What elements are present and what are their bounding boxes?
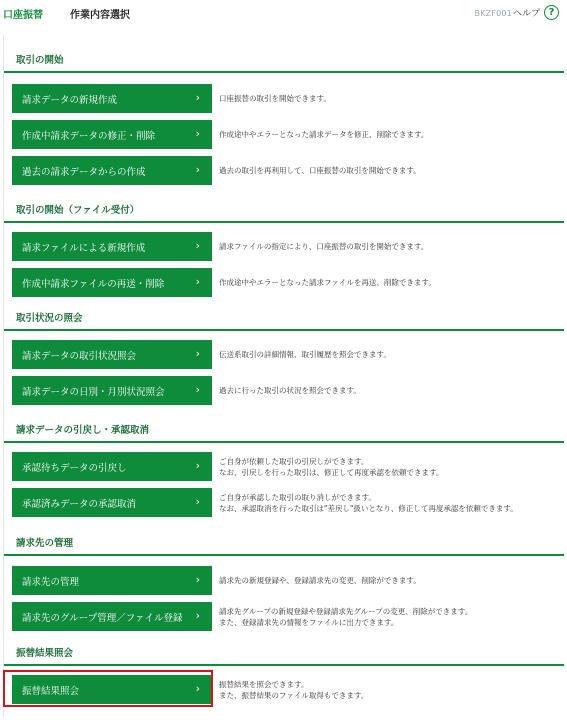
menu-row (12, 452, 559, 481)
description-line: なお、引戻しを行った取引は、修正して再度承認を依頼できます。 (219, 467, 444, 477)
button-label: 過去の請求データからの作成 (22, 166, 146, 178)
cancel-approval-button[interactable] (12, 488, 212, 517)
menu-description (219, 385, 559, 396)
chevron-right-icon: › (195, 275, 200, 288)
description-line: また、振替結果のファイル取得もできます。 (219, 690, 369, 700)
menu-description (219, 606, 559, 628)
button-label: 請求データの日別・月別状況照会 (22, 386, 165, 398)
chevron-right-icon: › (195, 383, 200, 396)
description-line: また、登録請求先の情報をファイルに出力できます。 (219, 617, 399, 627)
chevron-right-icon: › (195, 682, 200, 695)
menu-description (219, 456, 559, 478)
create-from-past-button[interactable] (12, 156, 212, 185)
chevron-right-icon: › (195, 163, 200, 176)
button-label: 請求ファイルによる新規作成 (22, 242, 146, 254)
menu-row (12, 84, 559, 113)
description-line: 作成途中やエラーとなった請求データを修正、削除できます。 (219, 130, 429, 139)
section-title: 振替結果照会 (4, 645, 564, 666)
menu-description (219, 575, 559, 586)
menu-description (219, 277, 559, 288)
button-label: 請求データの取引状況照会 (22, 350, 137, 362)
description-line: 請求ファイルの指定により、口座振替の取引を開始できます。 (219, 242, 429, 251)
edit-draft-data-button[interactable] (12, 120, 212, 149)
description-line: なお、承認取消を行った取引は"差戻し"扱いとなり、修正して再度承認を依頼できます。 (219, 503, 518, 513)
description-line: 伝送系取引の詳細情報、取引履歴を照会できます。 (219, 350, 391, 359)
description-line: ご自身が承認した取引の取り消しができます。 (219, 492, 376, 502)
menu-row (12, 566, 559, 595)
button-label: 承認待ちデータの引戻し (22, 462, 127, 474)
menu-row (12, 376, 559, 405)
section-title: 請求先の管理 (4, 535, 564, 556)
description-line: 作成途中やエラーとなった請求ファイルを再送、削除できます。 (219, 278, 436, 287)
new-from-file-button[interactable] (12, 232, 212, 261)
chevron-right-icon: › (195, 91, 200, 104)
button-label: 作成中請求データの修正・削除 (22, 130, 156, 142)
description-line: 請求先グループの新規登録や登録請求先グループの変更、削除ができます。 (219, 606, 473, 616)
section-title: 請求データの引戻し・承認取消 (4, 422, 564, 443)
chevron-right-icon: › (195, 347, 200, 360)
menu-description (219, 129, 559, 140)
chevron-right-icon: › (195, 459, 200, 472)
menu-row (12, 120, 559, 149)
menu-row (12, 340, 559, 369)
chevron-right-icon: › (195, 609, 200, 622)
menu-description (219, 165, 559, 176)
description-line: ご自身が依頼した取引の引戻しができます。 (219, 456, 369, 466)
menu-description (219, 679, 559, 701)
new-billing-data-button[interactable] (12, 84, 212, 113)
menu-row (12, 232, 559, 261)
help-link[interactable] (513, 5, 559, 20)
button-label: 請求データの新規作成 (22, 94, 118, 106)
top-bar (0, 0, 567, 27)
daily-monthly-status-button[interactable] (12, 376, 212, 405)
description-line: 口座振替の取引を開始できます。 (219, 94, 331, 103)
menu-panel (3, 35, 564, 718)
transaction-status-button[interactable] (12, 340, 212, 369)
help-icon: ? (544, 5, 559, 20)
page-title: 作業内容選択 (70, 10, 130, 21)
menu-row (12, 602, 559, 631)
withdraw-pending-button[interactable] (12, 452, 212, 481)
selection-highlight (3, 670, 213, 707)
button-label: 請求先の管理 (22, 576, 80, 588)
manage-payers-button[interactable] (12, 566, 212, 595)
screen-id: BKZF001 (474, 9, 512, 18)
menu-row (12, 488, 564, 517)
description-line: 振替結果を照会できます。 (219, 679, 309, 689)
menu-description (219, 93, 559, 104)
chevron-right-icon: › (195, 573, 200, 586)
button-label: 承認済みデータの承認取消 (22, 498, 137, 510)
description-line: 過去に行った取引の状況を照会できます。 (219, 386, 361, 395)
button-label: 作成中請求ファイルの再送・削除 (22, 278, 165, 290)
menu-description (219, 349, 559, 360)
menu-row (12, 156, 559, 185)
description-line: 請求先の新規登録や、登録請求先の変更、削除ができます。 (219, 576, 421, 585)
menu-row (12, 268, 559, 297)
button-label: 請求先のグループ管理／ファイル登録 (22, 612, 183, 624)
chevron-right-icon: › (195, 495, 200, 508)
service-name: 口座振替 (3, 10, 43, 21)
payer-group-button[interactable] (12, 602, 212, 631)
button-label: 振替結果照会 (22, 685, 80, 697)
description-line: 過去の取引を再利用して、口座振替の取引を開始できます。 (219, 166, 421, 175)
menu-description (219, 492, 564, 514)
menu-description (219, 241, 559, 252)
help-label: ヘルプ (512, 9, 540, 19)
chevron-right-icon: › (195, 127, 200, 140)
chevron-right-icon: › (195, 239, 200, 252)
section-title: 取引状況の照会 (4, 310, 564, 331)
section-title: 取引の開始 (4, 52, 564, 73)
section-title: 取引の開始（ファイル受付） (4, 202, 564, 223)
resend-file-button[interactable] (12, 268, 212, 297)
